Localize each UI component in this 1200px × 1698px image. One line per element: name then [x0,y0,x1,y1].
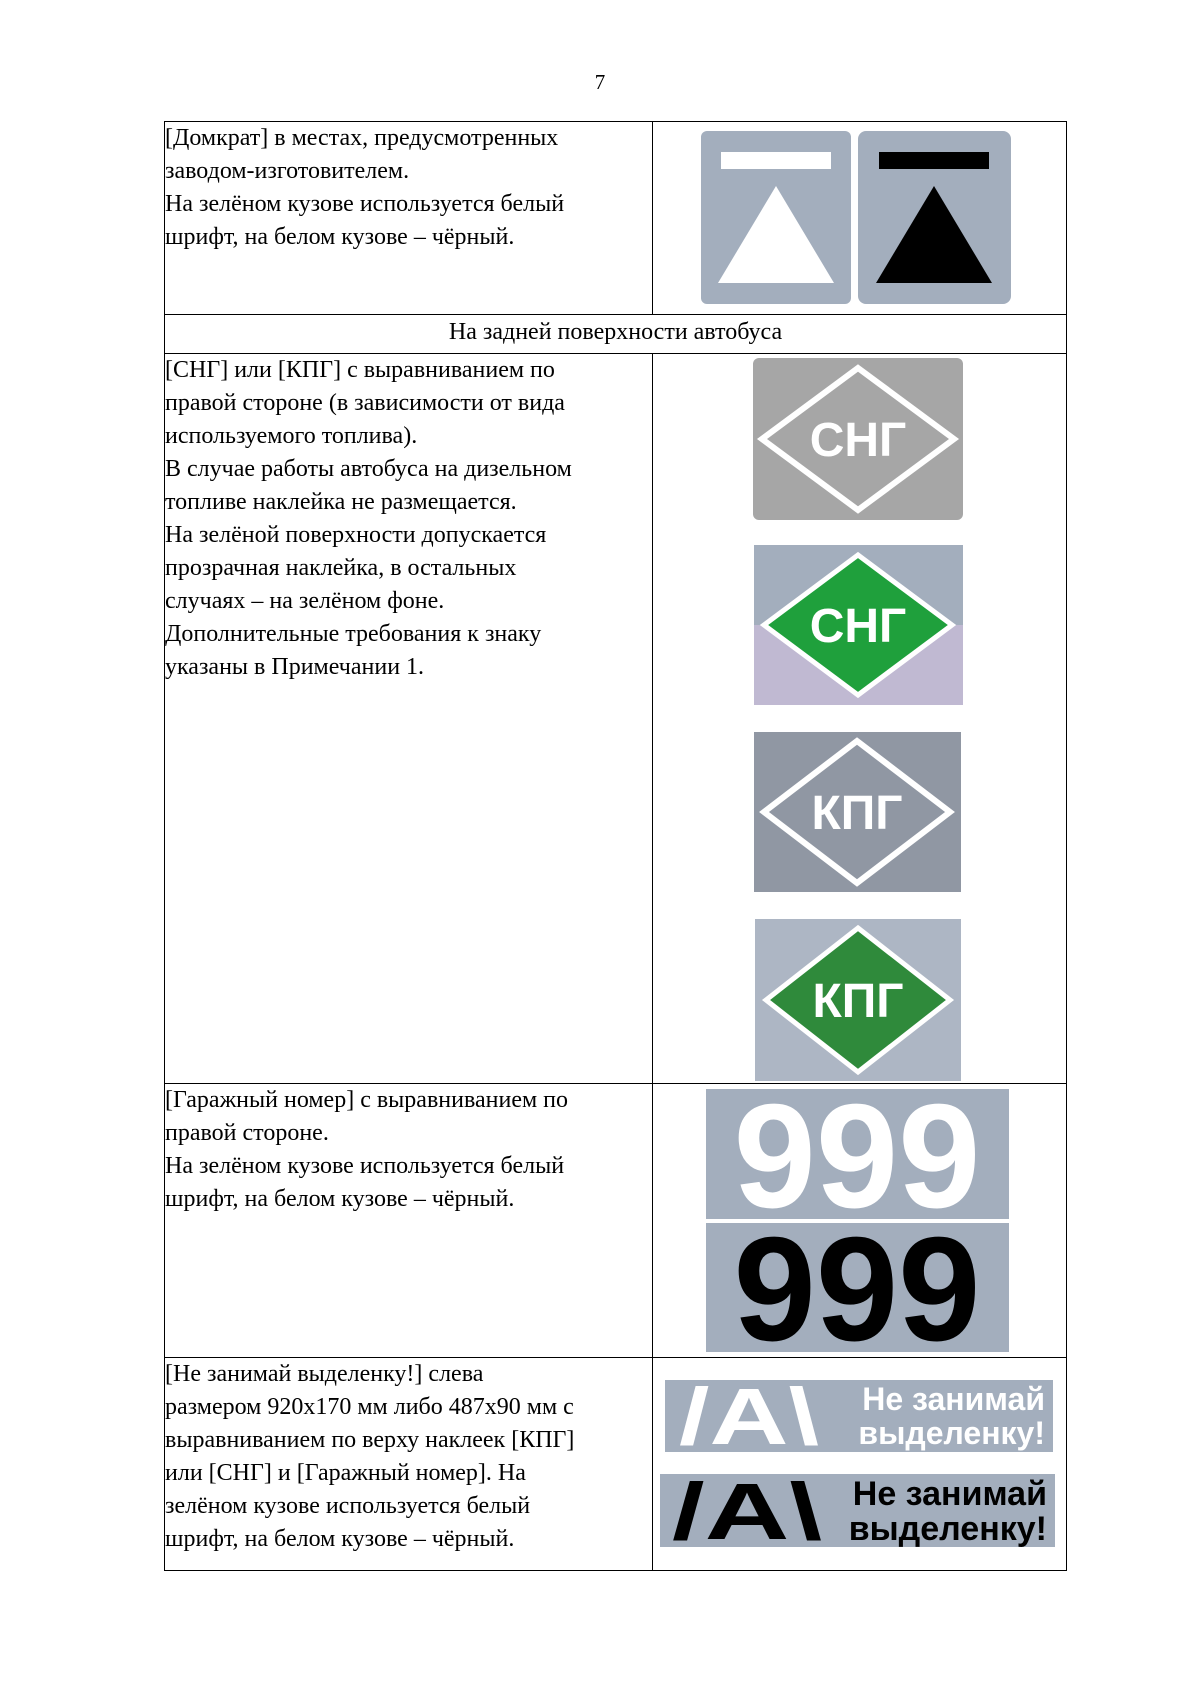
lane-text-cell [165,1358,653,1571]
text-line: выравниванием по верху наклеек [КПГ] [165,1427,575,1453]
sign-label: КПГ [811,787,903,840]
text-line: заводом-изготовителем. [165,158,410,184]
lane-logo-text: /A\ [672,1474,822,1547]
text-line: На зелёном кузове используется белый [165,1153,565,1179]
text-line: шрифт, на белом кузове – чёрный. [165,1526,515,1552]
text-line: или [СНГ] и [Гаражный номер]. На [165,1460,526,1486]
text-line: шрифт, на белом кузове – чёрный. [165,224,515,250]
row-garage [165,1084,1067,1358]
lane-sticker-line1: Не занимай [852,1475,1047,1513]
section-header-row [165,315,1067,354]
sng-sign-gray [753,358,963,520]
text-line: [Домкрат] в местах, предусмотренных [165,125,559,151]
text-line: прозрачная наклейка, в остальных [165,555,517,581]
lane-sticker-line1: Не занимай [862,1381,1045,1417]
sign-label: СНГ [809,414,907,467]
row-jack [165,122,1067,315]
garage-number-white [706,1089,1009,1219]
lane-sticker-line2: выделенку! [858,1415,1045,1451]
lane-logo-text: /A\ [679,1380,819,1452]
text-line: правой стороне (в зависимости от вида [165,390,565,416]
row-lane [165,1358,1067,1571]
text-line: шрифт, на белом кузове – чёрный. [165,1186,515,1212]
lane-sticker-white [665,1380,1053,1452]
jack-sign-black [858,131,1011,304]
text-line: правой стороне. [165,1120,329,1146]
garage-image-cell [653,1084,1067,1358]
text-line: На зелёной поверхности допускается [165,522,547,548]
text-line: размером 920x170 мм либо 487x90 мм с [165,1394,574,1420]
page-number: 7 [594,70,606,94]
text-line: указаны в Примечании 1. [165,654,425,680]
lane-sticker-line2: выделенку! [848,1510,1047,1547]
sign-label: СНГ [809,600,907,653]
text-line: Дополнительные требования к знаку [165,621,542,647]
text-line: топливе наклейка не размещается. [165,489,517,515]
text-line: используемого топлива). [165,423,418,449]
text-line: На зелёном кузове используется белый [165,191,565,217]
text-line: [Не занимай выделенку!] слева [165,1361,484,1387]
jack-sign-white [701,131,851,304]
garage-number-text: 999 [733,1089,981,1219]
lane-image-cell [653,1358,1067,1571]
text-line: случаях – на зелёном фоне. [165,588,445,614]
document-table [164,121,1067,1571]
text-line: [Гаражный номер] с выравниванием по [165,1087,569,1113]
text-line: [СНГ] или [КПГ] с выравниванием по [165,357,555,383]
lane-sticker-black [660,1474,1055,1547]
jack-text-cell [165,122,653,315]
garage-number-black [706,1223,1009,1352]
fuel-text-cell [165,354,653,1084]
sign-label: КПГ [812,975,904,1028]
jack-image-cell [653,122,1067,315]
kpg-sign-green [755,919,961,1081]
text-line: В случае работы автобуса на дизельном [165,456,572,482]
garage-number-text: 999 [733,1223,981,1352]
row-fuel [165,354,1067,1084]
kpg-sign-gray [754,732,961,892]
section-header: На задней поверхности автобуса [165,315,1067,354]
garage-text-cell [165,1084,653,1358]
fuel-image-cell [653,354,1067,1084]
text-line: зелёном кузове используется белый [165,1493,531,1519]
sng-sign-green [754,545,963,705]
